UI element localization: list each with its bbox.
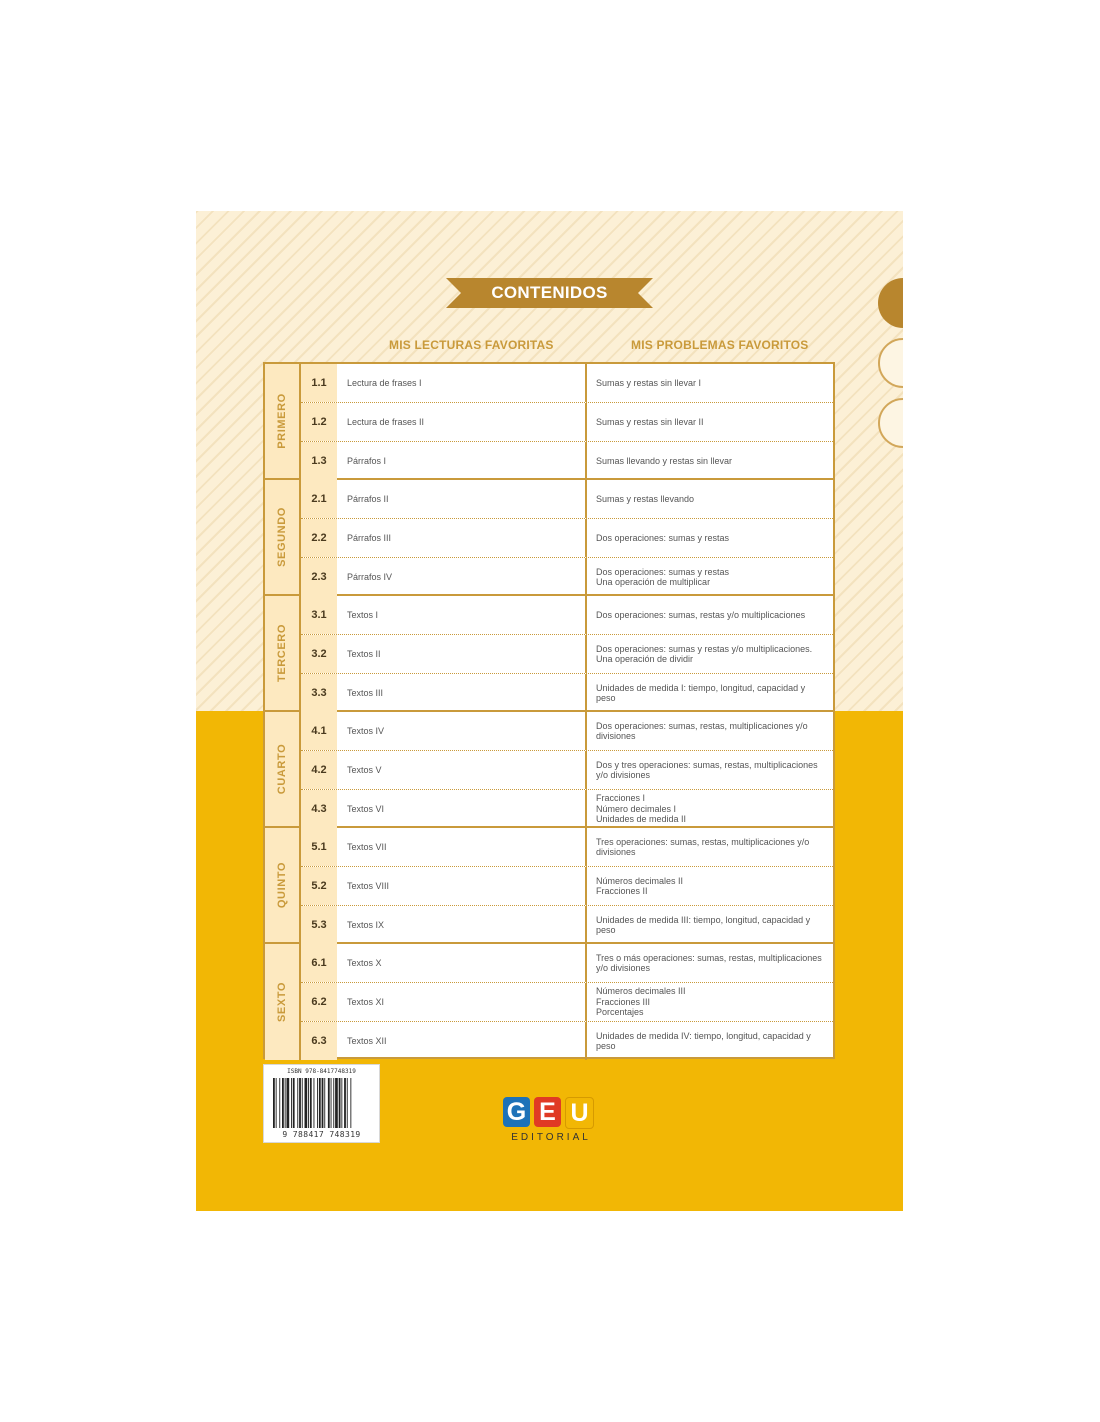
grade-group bbox=[265, 596, 833, 712]
grade-label: TERCERO bbox=[276, 624, 288, 682]
barcode-bar bbox=[287, 1078, 290, 1128]
banner-title: CONTENIDOS bbox=[491, 283, 608, 302]
grade-label-cell bbox=[265, 364, 301, 478]
grade-label: SEXTO bbox=[276, 981, 288, 1023]
logo-letter-g: G bbox=[503, 1097, 530, 1127]
unit-number: 6.3 bbox=[301, 1022, 337, 1060]
table-row bbox=[301, 480, 833, 519]
problem-title: Dos operaciones: sumas, restas y/o multiplicaciones bbox=[585, 596, 833, 634]
reading-title: Textos X bbox=[347, 958, 382, 968]
grade-label-cell bbox=[265, 944, 301, 1060]
unit-number: 5.1 bbox=[301, 828, 337, 866]
grade-label: CUARTO bbox=[276, 743, 288, 795]
grade-group bbox=[265, 364, 833, 480]
barcode-bar bbox=[344, 1078, 346, 1128]
barcode-bar bbox=[324, 1078, 325, 1128]
barcode-bar bbox=[341, 1078, 342, 1128]
column-header-problems: MIS PROBLEMAS FAVORITOS bbox=[631, 338, 809, 352]
table-row bbox=[301, 519, 833, 558]
barcode-bar bbox=[335, 1078, 338, 1128]
barcode-bar bbox=[293, 1078, 295, 1128]
back-cover bbox=[196, 211, 903, 1211]
problem-title: Sumas llevando y restas sin llevar bbox=[585, 442, 833, 480]
grade-group bbox=[265, 480, 833, 596]
unit-number: 1.3 bbox=[301, 442, 337, 480]
barcode-bar bbox=[319, 1078, 321, 1128]
grade-group bbox=[265, 828, 833, 944]
reading-title: Textos XI bbox=[347, 997, 385, 1007]
table-row bbox=[301, 674, 833, 712]
unit-number: 6.1 bbox=[301, 944, 337, 982]
problem-title: Dos operaciones: sumas y restas y/o multiplicaciones. Una operación de dividir bbox=[585, 635, 833, 673]
table-row bbox=[301, 442, 833, 480]
reading-title: Párrafos II bbox=[347, 494, 389, 504]
reading-title: Textos II bbox=[347, 649, 381, 659]
unit-number: 2.3 bbox=[301, 558, 337, 596]
table-row bbox=[301, 712, 833, 751]
table-row bbox=[301, 596, 833, 635]
barcode-bar bbox=[310, 1078, 312, 1128]
grade-label-cell bbox=[265, 828, 301, 942]
barcode-bar bbox=[317, 1078, 318, 1128]
problem-title: Sumas y restas llevando bbox=[585, 480, 833, 518]
grade-label-cell bbox=[265, 596, 301, 710]
reading-title: Lectura de frases II bbox=[347, 417, 425, 427]
problem-title: Sumas y restas sin llevar I bbox=[585, 364, 833, 402]
table-row bbox=[301, 403, 833, 442]
unit-number: 3.3 bbox=[301, 674, 337, 712]
reading-title: Textos V bbox=[347, 765, 382, 775]
unit-number: 4.3 bbox=[301, 790, 337, 828]
isbn-barcode bbox=[263, 1064, 380, 1143]
unit-number: 2.1 bbox=[301, 480, 337, 518]
barcode-bars bbox=[273, 1078, 372, 1130]
reading-title: Párrafos III bbox=[347, 533, 392, 543]
unit-number: 5.3 bbox=[301, 906, 337, 944]
contents-banner bbox=[446, 278, 653, 308]
barcode-bar bbox=[308, 1078, 309, 1128]
isbn-label: ISBN 978-8417748319 bbox=[287, 1068, 356, 1075]
reading-title: Textos XII bbox=[347, 1036, 387, 1046]
table-row bbox=[301, 790, 833, 828]
grade-label: PRIMERO bbox=[276, 393, 288, 449]
reading-title: Textos VIII bbox=[347, 881, 390, 891]
reading-title: Párrafos IV bbox=[347, 572, 393, 582]
publisher-logo bbox=[501, 1097, 601, 1147]
table-row bbox=[301, 906, 833, 944]
reading-title: Textos III bbox=[347, 688, 384, 698]
table-row bbox=[301, 1022, 833, 1060]
barcode-bar bbox=[350, 1078, 351, 1128]
grade-label: SEGUNDO bbox=[276, 507, 288, 567]
barcode-bar bbox=[322, 1078, 324, 1128]
unit-number: 3.2 bbox=[301, 635, 337, 673]
grade-label: QUINTO bbox=[276, 861, 288, 909]
table-row bbox=[301, 944, 833, 983]
unit-number: 4.2 bbox=[301, 751, 337, 789]
grade-group bbox=[265, 712, 833, 828]
barcode-bar bbox=[302, 1078, 303, 1128]
unit-number: 1.1 bbox=[301, 364, 337, 402]
barcode-bar bbox=[291, 1078, 292, 1128]
barcode-bar bbox=[285, 1078, 286, 1128]
problem-title: Tres operaciones: sumas, restas, multiplicaciones y/o divisiones bbox=[585, 828, 833, 866]
table-row bbox=[301, 867, 833, 906]
unit-number: 2.2 bbox=[301, 519, 337, 557]
barcode-bar bbox=[305, 1078, 308, 1128]
problem-title: Dos operaciones: sumas, restas, multiplicaciones y/o divisiones bbox=[585, 712, 833, 750]
barcode-bar bbox=[273, 1078, 275, 1128]
problem-title: Dos operaciones: sumas y restas Una operación de multiplicar bbox=[585, 558, 833, 596]
barcode-bar bbox=[328, 1078, 330, 1128]
grade-label-cell bbox=[265, 712, 301, 826]
barcode-bar bbox=[333, 1078, 334, 1128]
problem-title: Dos y tres operaciones: sumas, restas, multiplicaciones y/o divisiones bbox=[585, 751, 833, 789]
table-row bbox=[301, 828, 833, 867]
grade-label-cell bbox=[265, 480, 301, 594]
reading-title: Textos IV bbox=[347, 726, 385, 736]
unit-number: 6.2 bbox=[301, 983, 337, 1021]
barcode-bar bbox=[282, 1078, 284, 1128]
barcode-bar bbox=[331, 1078, 332, 1128]
problem-title: Unidades de medida I: tiempo, longitud, capacidad y peso bbox=[585, 674, 833, 712]
reading-title: Textos VII bbox=[347, 842, 387, 852]
unit-number: 4.1 bbox=[301, 712, 337, 750]
barcode-bar bbox=[314, 1078, 315, 1128]
problem-title: Números decimales III Fracciones III Porcentajes bbox=[585, 983, 833, 1021]
reading-title: Lectura de frases I bbox=[347, 378, 422, 388]
problem-title: Fracciones I Número decimales I Unidades de medida II bbox=[585, 790, 833, 828]
reading-title: Párrafos I bbox=[347, 456, 387, 466]
table-row bbox=[301, 751, 833, 790]
grade-group bbox=[265, 944, 833, 1060]
barcode-bar bbox=[279, 1078, 280, 1128]
barcode-bar bbox=[299, 1078, 301, 1128]
problem-title: Números decimales II Fracciones II bbox=[585, 867, 833, 905]
table-row bbox=[301, 983, 833, 1022]
problem-title: Unidades de medida IV: tiempo, longitud, capacidad y peso bbox=[585, 1022, 833, 1060]
unit-number: 5.2 bbox=[301, 867, 337, 905]
barcode-bar bbox=[297, 1078, 298, 1128]
logo-subtitle: EDITORIAL bbox=[511, 1132, 591, 1143]
problem-title: Sumas y restas sin llevar II bbox=[585, 403, 833, 441]
problem-title: Tres o más operaciones: sumas, restas, multiplicaciones y/o divisiones bbox=[585, 944, 833, 982]
contents-table bbox=[263, 362, 835, 1059]
unit-number: 1.2 bbox=[301, 403, 337, 441]
barcode-bar bbox=[339, 1078, 341, 1128]
unit-number: 3.1 bbox=[301, 596, 337, 634]
column-header-readings: MIS LECTURAS FAVORITAS bbox=[389, 338, 554, 352]
logo-letter-e: E bbox=[534, 1097, 561, 1127]
isbn-digits: 9 788417 748319 bbox=[282, 1130, 361, 1139]
reading-title: Textos VI bbox=[347, 804, 385, 814]
barcode-bar bbox=[347, 1078, 348, 1128]
logo-letter-u: U bbox=[565, 1097, 594, 1129]
table-row bbox=[301, 558, 833, 596]
table-row bbox=[301, 635, 833, 674]
table-row bbox=[301, 364, 833, 403]
problem-title: Unidades de medida III: tiempo, longitud, capacidad y peso bbox=[585, 906, 833, 944]
reading-title: Textos IX bbox=[347, 920, 385, 930]
barcode-bar bbox=[276, 1078, 277, 1128]
reading-title: Textos I bbox=[347, 610, 379, 620]
problem-title: Dos operaciones: sumas y restas bbox=[585, 519, 833, 557]
